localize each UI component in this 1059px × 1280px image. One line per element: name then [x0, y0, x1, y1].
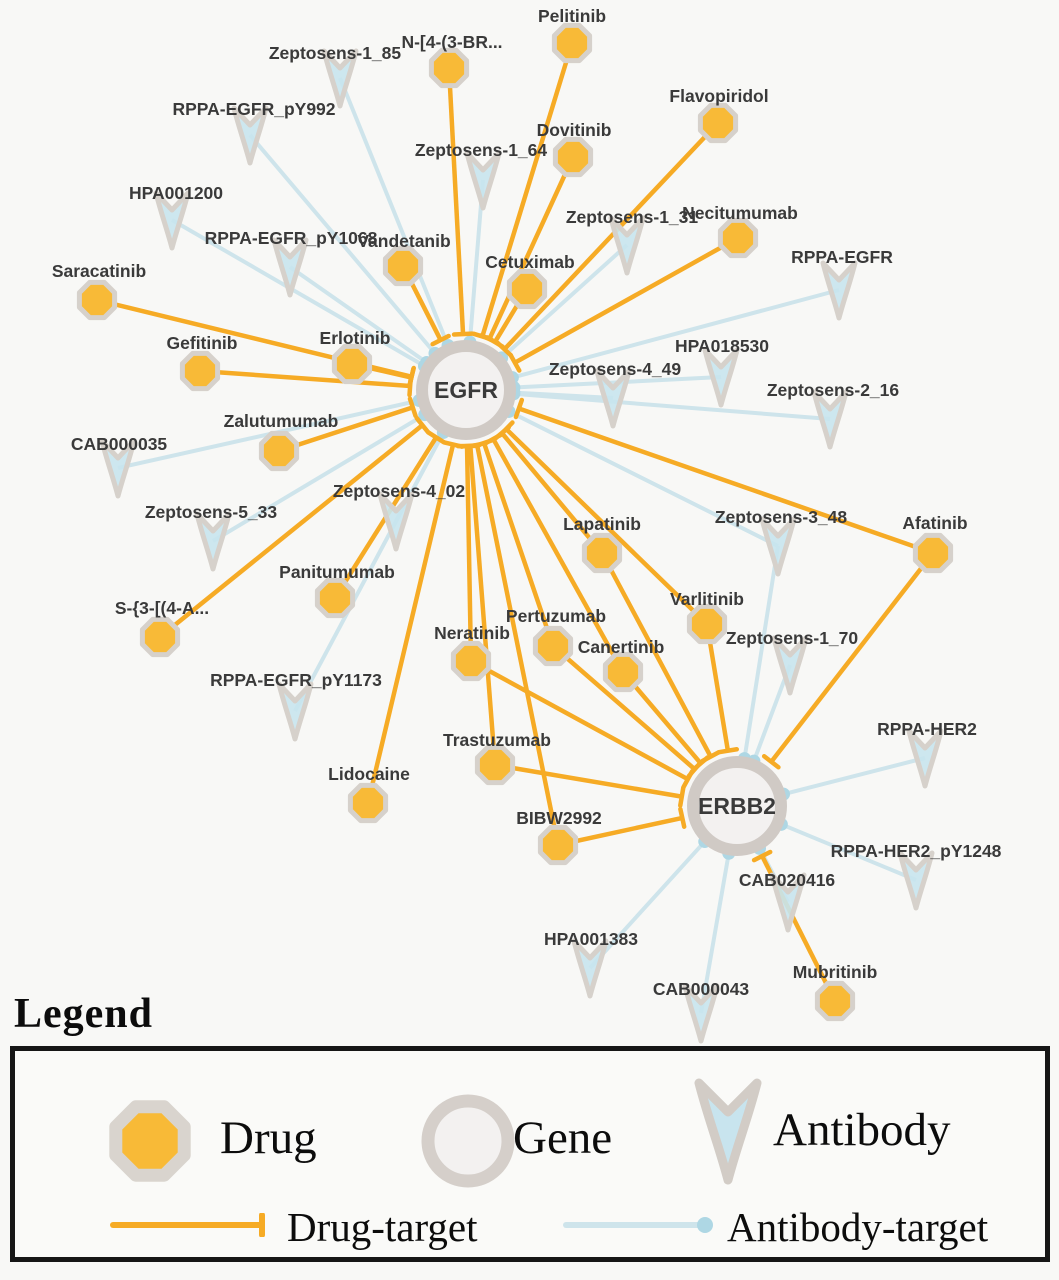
legend-drug-target-label: Drug-target [287, 1204, 478, 1250]
legend-title: Legend [14, 991, 154, 1037]
node-label: Afatinib [902, 513, 968, 533]
node-label: RPPA-HER2_pY1248 [830, 841, 1002, 861]
drug-node[interactable] [431, 50, 466, 85]
node-label: Pertuzumab [505, 606, 607, 626]
legend-antibody-target-label: Antibody-target [727, 1204, 989, 1250]
node-label: Pelitinib [537, 6, 607, 26]
node-label: Zeptosens-1_70 [725, 628, 859, 648]
drug-node[interactable] [535, 628, 570, 663]
node-label: Lidocaine [328, 764, 410, 784]
drug-node[interactable] [584, 535, 619, 570]
drug-node[interactable] [817, 983, 852, 1018]
drug-node[interactable] [261, 433, 296, 468]
node-label: Zeptosens-2_16 [766, 380, 900, 400]
node-label: N-[4-(3-BR... [401, 32, 503, 52]
antibody-node[interactable] [274, 240, 306, 295]
drug-node[interactable] [555, 139, 590, 174]
node-label: Mubritinib [792, 962, 878, 982]
node-label: Neratinib [434, 623, 510, 643]
node-label: Lapatinib [563, 514, 641, 534]
node-label: Flavopiridol [669, 86, 769, 106]
antibody-node[interactable] [900, 853, 932, 908]
node-label: Varlitinib [670, 589, 744, 609]
drug-node[interactable] [453, 643, 488, 678]
node-label: Zeptosens-5_33 [144, 502, 278, 522]
legend-box [10, 1046, 1050, 1262]
drug-target-edge [200, 371, 410, 386]
gene-node-label: ERBB2 [698, 793, 776, 819]
node-label: Dovitinib [536, 120, 612, 140]
node-label: RPPA-EGFR [791, 247, 893, 267]
drug-node[interactable] [182, 353, 217, 388]
node-label: Zeptosens-1_64 [414, 140, 548, 160]
antibody-node[interactable] [823, 263, 855, 318]
drug-node[interactable] [689, 606, 724, 641]
node-label: BIBW2992 [516, 808, 602, 828]
node-label: Panitumumab [279, 562, 395, 582]
drug-node[interactable] [540, 827, 575, 862]
drug-target-edge [449, 68, 463, 334]
node-label: CAB020416 [738, 870, 836, 890]
node-label: RPPA-EGFR_pY992 [172, 99, 336, 119]
drug-target-tbar [680, 788, 683, 806]
drug-node[interactable] [700, 105, 735, 140]
antibody-target-line-icon [563, 1213, 723, 1237]
node-label: Canertinib [577, 637, 665, 657]
drug-node[interactable] [477, 747, 512, 782]
node-label: RPPA-EGFR_pY1173 [210, 670, 382, 690]
drug-node[interactable] [317, 580, 352, 615]
drug-target-tbar [680, 809, 684, 827]
antibody-target-edge [784, 758, 925, 794]
legend-gene-label: Gene [513, 1112, 613, 1164]
node-label: Necitumumab [682, 203, 798, 223]
drug-node[interactable] [554, 25, 589, 60]
drug-target-tbar [409, 369, 413, 387]
drug-node[interactable] [385, 248, 420, 283]
antibody-node[interactable] [467, 153, 499, 208]
antibody-node[interactable] [909, 731, 941, 786]
node-label: CAB000035 [70, 434, 168, 454]
drug-target-tbar [454, 334, 472, 335]
antibody-target-edge [590, 842, 705, 968]
node-label: Zeptosens-1_31 [565, 207, 699, 227]
drug-target-edge [495, 765, 682, 797]
drug-node[interactable] [79, 282, 114, 317]
drug-node[interactable] [334, 346, 369, 381]
node-label: Gefitinib [166, 333, 238, 353]
node-label: Saracatinib [51, 261, 147, 281]
node-label: HPA001200 [128, 183, 224, 203]
drug-node[interactable] [142, 619, 177, 654]
legend-drug-label: Drug [220, 1112, 317, 1164]
node-label: HPA001383 [543, 929, 639, 949]
drug-node[interactable] [605, 654, 640, 689]
node-label: Erlotinib [319, 328, 391, 348]
node-label: Zeptosens-4_49 [548, 359, 682, 379]
antibody-target-edge [744, 546, 778, 759]
node-label: Trastuzumab [443, 730, 551, 750]
gene-node-label: EGFR [434, 377, 498, 403]
antibody-node[interactable] [762, 519, 794, 574]
node-label: Zeptosens-4_02 [332, 481, 466, 501]
drug-target-edge [489, 157, 573, 339]
node-label: CAB000043 [652, 979, 750, 999]
gene-circle-icon [410, 1083, 526, 1199]
node-label: RPPA-EGFR_pY1068 [204, 228, 378, 248]
node-label: Zeptosens-1_85 [268, 43, 402, 63]
antibody-node[interactable] [197, 514, 229, 569]
legend-antibody-label: Antibody [773, 1104, 951, 1156]
antibody-node[interactable] [279, 684, 311, 739]
drug-target-line-icon [110, 1213, 275, 1237]
node-label: S-{3-[(4-A... [114, 598, 210, 618]
drug-target-edge [470, 446, 495, 765]
node-label: Cetuximab [485, 252, 575, 272]
drug-octagon-icon [90, 1081, 210, 1201]
node-label: HPA018530 [674, 336, 770, 356]
drug-target-tbar [516, 400, 522, 417]
node-label: Zeptosens-3_48 [714, 507, 848, 527]
drug-node[interactable] [509, 271, 544, 306]
antibody-node[interactable] [574, 941, 606, 996]
node-label: Vandetanib [357, 231, 451, 251]
drug-node[interactable] [720, 220, 755, 255]
node-label: Zalutumumab [223, 411, 339, 431]
drug-node[interactable] [915, 535, 950, 570]
node-label: RPPA-HER2 [877, 719, 977, 739]
drug-target-tbar [719, 749, 737, 752]
drug-node[interactable] [350, 785, 385, 820]
